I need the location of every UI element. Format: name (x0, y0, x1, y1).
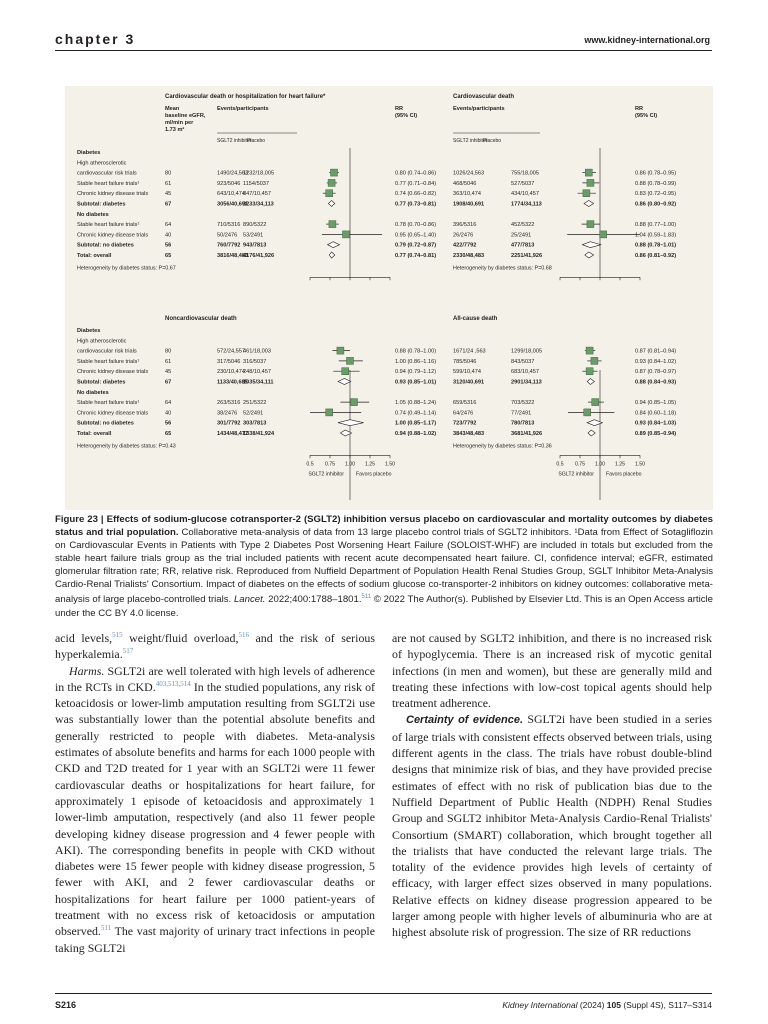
panel-title: All-cause death (453, 316, 498, 322)
rr-value: 0.88 (0.77–1.00) (635, 222, 677, 229)
x-tick-label: 1.25 (364, 461, 376, 468)
page-number: S216 (55, 1000, 77, 1010)
heterogeneity-text: Heterogeneity by diabetes status: P=0.43 (77, 443, 176, 450)
egfr-value: 45 (165, 369, 172, 376)
sglt2-events: 785/5046 (453, 358, 477, 365)
estimate-box (347, 357, 354, 364)
caption-ref[interactable]: 511 (361, 594, 372, 601)
x-label-left: SGLT2 inhibitor (558, 471, 594, 478)
egfr-value: 56 (165, 420, 172, 427)
egfr-value: 61 (165, 180, 172, 187)
col-header-rr: RR (395, 106, 404, 112)
rr-value: 0.93 (0.85–1.01) (395, 379, 437, 386)
row-label: Total: overall (77, 431, 112, 437)
placebo-events: 3233/34,113 (243, 201, 274, 208)
rr-value: 0.83 (0.72–0.95) (635, 191, 677, 198)
caption-title: Figure 23 | Effects of sodium-glucose cotransporter-2 (SGLT2) inhibition versus placebo on cardiovascular and mortality outcomes by diabetes status and trial population. (55, 514, 713, 538)
pooled-diamond (582, 242, 600, 248)
rr-value: 0.93 (0.84–1.02) (635, 358, 677, 365)
pooled-diamond (585, 252, 594, 258)
row-label: High atherosclerotic (77, 160, 127, 167)
placebo-events: 703/5322 (511, 400, 535, 407)
sglt2-events: 422/7792 (453, 242, 477, 249)
sglt2-events: 599/10,474 (453, 369, 481, 376)
sglt2-events: 50/2476 (217, 232, 238, 239)
chapter-heading: chapter 3 (55, 31, 136, 47)
estimate-box (351, 399, 358, 406)
sglt2-events: 317/5046 (217, 358, 241, 365)
rr-value: 0.84 (0.60–1.18) (635, 410, 677, 417)
placebo-events: 461/18,003 (243, 348, 271, 355)
sglt2-events: 643/10,474 (217, 191, 245, 198)
placebo-events: 251/5322 (243, 400, 267, 407)
col-header-rr: RR (635, 106, 644, 112)
col-header-rr-ci: (95% CI) (395, 113, 418, 119)
sglt2-events: 723/7792 (453, 420, 477, 427)
rr-value: 0.74 (0.66–0.82) (395, 191, 437, 198)
rr-value: 0.89 (0.85–0.94) (635, 431, 677, 437)
sglt2-events: 263/5316 (217, 400, 241, 407)
panel-title: Noncardiovascular death (165, 316, 237, 322)
col-header-sglt2: SGLT2 inhibitor (453, 138, 488, 144)
rr-value: 0.86 (0.78–0.95) (635, 170, 677, 177)
rr-value: 0.86 (0.80–0.92) (635, 201, 677, 208)
col-header-placebo: Placebo (483, 138, 502, 144)
placebo-events: 77/2491 (511, 410, 532, 417)
rr-value: 0.78 (0.70–0.86) (395, 222, 437, 229)
rr-value: 0.77 (0.74–0.81) (395, 253, 437, 259)
estimate-box (343, 231, 350, 238)
panel-title: Cardiovascular death or hospitalization for heart failure* (165, 94, 326, 100)
egfr-value: 45 (165, 191, 172, 198)
placebo-events: 477/7813 (511, 242, 535, 249)
egfr-value: 40 (165, 232, 172, 239)
placebo-events: 1035/34,111 (243, 379, 274, 386)
rr-value: 0.94 (0.88–1.02) (395, 431, 437, 437)
placebo-events: 53/2491 (243, 232, 264, 239)
estimate-box (591, 357, 598, 364)
placebo-events: 303/7813 (243, 420, 267, 427)
placebo-events: 4176/41,926 (243, 253, 275, 259)
rr-value: 0.88 (0.78–0.99) (635, 180, 677, 187)
ref-link[interactable]: 517 (122, 647, 134, 656)
row-label: Stable heart failure trials¹ (77, 358, 140, 365)
x-tick-label: 0.5 (556, 461, 564, 468)
sglt2-events: 3816/48,483 (217, 253, 249, 259)
sglt2-events: 3843/48,483 (453, 431, 485, 437)
sglt2-events: 1671/24 ,563 (453, 348, 486, 355)
heterogeneity-text: Heterogeneity by diabetes status: P=0.67 (77, 265, 176, 272)
placebo-events: 2901/34,113 (511, 379, 542, 386)
placebo-events: 890/5322 (243, 222, 267, 229)
pooled-diamond (588, 430, 595, 436)
sglt2-events: 2330/48,483 (453, 253, 485, 259)
journal-citation: Kidney International (2024) 105 (Suppl 4S), S117–S314 (502, 1000, 712, 1010)
placebo-events: 1154/5037 (243, 180, 270, 187)
rr-value: 1.00 (0.85–1.17) (395, 420, 437, 427)
sglt2-events: 396/5316 (453, 222, 477, 229)
estimate-box (326, 409, 333, 416)
placebo-events: 316/5037 (243, 358, 267, 365)
row-label: cardiovascular risk trials (77, 348, 137, 355)
row-label: Stable heart failure trials¹ (77, 180, 140, 187)
paragraph-harms: Harms. SGLT2i are well tolerated with high levels of adherence in the RCTs in CKD.$^{403,513,514}$ In the studied populations, any risk of ketoacidosis or lower-limb amputation resulting from SGLT2i use was substantially lower than the potential absolute benefits and generally restricted to people with diabetes. Meta-analysis estimates of absolute benefits and harms for each 1000 people with CKD and T2D treated for 1 year with an SGLT2i were 11 fewer cardiovascular deaths or hospitalizations for heart failure, for approximately 1 episode of ketoacidosis and approximately 1 lower-limb amputation, respectively (and also 11 fewer people developing kidney disease progression and 4 fewer people with AKI). The corresponding benefits in people with CKD without diabetes were 15 fewer people with kidney disease progression, 5 fewer with AKI, and 2 fewer cardiovascular deaths or hospitalizations for heart failure per 1000 patient-years of treatment with no excess risk of ketoacidosis or amputation observed.$^{511}$ The vast majority of urinary tract infections in people taking SGLT2i (55, 663, 375, 955)
sglt2-events: 230/10,474 (217, 369, 245, 376)
estimate-box (592, 399, 599, 406)
col-header-egfr: Mean (165, 106, 180, 112)
sglt2-events: 923/5046 (217, 180, 241, 187)
sglt2-events: 3056/40,691 (217, 201, 249, 208)
x-tick-label: 0.5 (306, 461, 314, 468)
rr-value: 0.88 (0.78–1.00) (395, 348, 437, 355)
placebo-events: 452/5322 (511, 222, 535, 229)
col-header-egfr: ml/min per (165, 120, 194, 126)
sglt2-events: 1026/24,563 (453, 170, 485, 177)
col-header-sglt2: SGLT2 inhibitor (217, 138, 252, 144)
body-column-right (392, 630, 712, 941)
egfr-value: 64 (165, 222, 172, 229)
pooled-diamond (587, 379, 594, 385)
estimate-box (587, 179, 594, 186)
row-label: Stable heart failure trials¹ (77, 400, 140, 407)
x-tick-label: 1.00 (594, 461, 606, 468)
sglt2-events: 659/5316 (453, 400, 477, 407)
paragraph: are not caused by SGLT2 inhibition, and there is no increased risk of hypoglycemia. There is an increased risk of mycotic genital infections (in men and women), but these are generally mild and treating these infections with low-cost topical agents should help treatment adherence. (392, 631, 712, 711)
rr-value: 0.86 (0.81–0.92) (635, 253, 677, 259)
panel-title: Cardiovascular death (453, 94, 515, 100)
row-label: Subtotal: no diabetes (77, 242, 134, 249)
rr-value: 0.80 (0.74–0.86) (395, 170, 437, 177)
rr-value: 0.94 (0.79–1.12) (395, 369, 437, 376)
row-label: Chronic kidney disease trials (77, 410, 149, 417)
pooled-diamond (328, 201, 334, 207)
estimate-box (329, 221, 336, 228)
x-tick-label: 1.50 (634, 461, 646, 468)
row-label: Subtotal: diabetes (77, 379, 126, 386)
sglt2-events: 1490/24,563 (217, 170, 249, 177)
sglt2-events: 760/7792 (217, 242, 241, 249)
placebo-events: 434/10,457 (511, 191, 539, 198)
rr-value: 0.95 (0.65–1.40) (395, 232, 437, 239)
heterogeneity-text: Heterogeneity by diabetes status: P=0.36 (453, 443, 552, 450)
section-label: Diabetes (77, 150, 101, 156)
x-tick-label: 0.75 (324, 461, 336, 468)
row-label: Total: overall (77, 253, 112, 259)
row-label: High atherosclerotic (77, 338, 127, 345)
col-header-events: Events/participants (453, 106, 505, 112)
placebo-events: 3681/41,926 (511, 431, 543, 437)
egfr-value: 80 (165, 170, 172, 177)
estimate-box (600, 231, 607, 238)
estimate-box (585, 169, 592, 176)
rr-value: 0.77 (0.73–0.81) (395, 201, 437, 208)
paragraph: acid levels,$^{515}$ weight/fluid overload,$^{516}$ and the risk of serious hyperkalemia.$^{517}$ (55, 631, 375, 662)
egfr-value: 80 (165, 348, 172, 355)
pooled-diamond (338, 420, 364, 426)
footer-rule (55, 993, 712, 994)
placebo-events: 1774/34,113 (511, 201, 542, 208)
sglt2-events: 38/2476 (217, 410, 238, 417)
ref-link[interactable]: 515 (112, 631, 123, 640)
sglt2-events: 3120/40,691 (453, 379, 485, 386)
col-header-rr-ci: (95% CI) (635, 113, 658, 119)
estimate-box (586, 347, 593, 354)
egfr-value: 56 (165, 242, 172, 249)
rr-value: 0.94 (0.85–1.05) (635, 400, 677, 407)
caption-text: Collaborative meta-analysis of data from 13 large placebo control trials of SGLT2 inhibitors. ¹Data from Effect of Sotagliflozin on Cardiovascular Events in Patients with Type 2 Diabetes Post Worsening Heart Failure (SOLOIST-WHF) are included in totals but excluded from the stable heart failure trials group as the trial included patients with recent acute decompensated heart failure. CI, confidence interval; eGFR, estimated glomerular filtration rate; RR, relative risk. Reproduced from Nuffield Department of Population Health Renal Studies Group, SGLT Inhibitor Meta-Analysis Cardio-Renal Trialists' Consortium. Impact of diabetes on the effects of sodium glucose co-transporter-2 inhibitors on kidney outcomes: collaborative meta-analysis of large placebo-controlled trials. (55, 526, 714, 606)
row-label: Chronic kidney disease trials (77, 369, 149, 376)
placebo-events: 755/18,005 (511, 170, 539, 177)
row-label: cardiovascular risk trials (77, 170, 137, 177)
placebo-events: 847/10,457 (243, 191, 271, 198)
caption-license: © 2022 The Author(s). Published by Elsevier Ltd. This is an Open Access article under the CC BY 4.0 license. (55, 594, 713, 619)
rr-value: 0.93 (0.84–1.03) (635, 420, 677, 427)
estimate-box (326, 190, 333, 197)
sglt2-events: 572/24,557 (217, 348, 245, 355)
pooled-diamond (329, 252, 335, 258)
rr-value: 1.00 (0.86–1.16) (395, 358, 437, 365)
rr-value: 0.79 (0.72–0.87) (395, 242, 437, 249)
placebo-events: 843/5037 (511, 358, 535, 365)
ref-link[interactable]: 511 (100, 924, 112, 933)
estimate-box (342, 368, 349, 375)
pooled-diamond (338, 379, 351, 385)
placebo-events: 2251/41,926 (511, 253, 543, 259)
row-label: Subtotal: no diabetes (77, 420, 134, 427)
harms-lead: Harms. (69, 663, 105, 678)
egfr-value: 67 (165, 379, 172, 386)
estimate-box (587, 221, 594, 228)
rr-value: 1.05 (0.88–1.24) (395, 400, 437, 407)
col-header-events: Events/participants (217, 106, 269, 112)
x-tick-label: 1.00 (344, 461, 356, 468)
placebo-events: 683/10,457 (511, 369, 539, 376)
col-header-placebo: Placebo (247, 138, 266, 144)
pooled-diamond (328, 242, 340, 248)
x-tick-label: 1.50 (384, 461, 396, 468)
rr-value: 0.74 (0.49–1.14) (395, 410, 437, 417)
sglt2-events: 1434/48,477 (217, 431, 249, 437)
section-label: No diabetes (77, 211, 109, 218)
placebo-events: 780/7813 (511, 420, 535, 427)
pooled-diamond (584, 201, 594, 207)
forest-plot-figure (65, 86, 713, 510)
x-label-right: Favors placebo (606, 471, 642, 478)
egfr-value: 61 (165, 358, 172, 365)
rr-value: 0.88 (0.78–1.01) (635, 242, 677, 249)
row-label: Chronic kidney disease trials (77, 232, 149, 239)
certainty-lead: Certainty of evidence. (406, 714, 524, 727)
placebo-events: 248/10,457 (243, 369, 271, 376)
body-column-left (55, 630, 375, 956)
rr-value: 1.04 (0.59–1.83) (635, 232, 677, 239)
row-label: Stable heart failure trials¹ (77, 222, 140, 229)
estimate-box (583, 190, 590, 197)
x-tick-label: 0.75 (574, 461, 586, 468)
x-label-left: SGLT2 inhibitor (308, 471, 344, 478)
caption-citation: 2022;400:1788–1801. (265, 594, 362, 606)
estimate-box (337, 347, 344, 354)
paragraph-certainty: Certainty of evidence. SGLT2i have been studied in a series of large trials with consistent effects observed between trials, using different agents in the class. The trials have robust double-blind designs that minimize risk of bias, and they have provided precise estimates of effect with no risk of publication bias due to the Nuffield Department of Public Health (NDPH) Renal Studies Group and SGLT2 inhibitor Meta-Analysis Cardio-Renal Trialists' Consortium (SMART) collaboration, which brought together all the trialists that have conducted the relevant large trials. The totality of the evidence provides high levels of certainty of efficacy, with larger effect sizes observed in many populations. Relative effects on kidney disease progression appeared to be larger among people with higher levels of albuminuria who are at highest absolute risk of progression. The size of RR reductions (392, 712, 712, 940)
estimate-box (331, 169, 338, 176)
sglt2-events: 26/2476 (453, 232, 474, 239)
sglt2-events: 1133/40,685 (217, 379, 248, 386)
egfr-value: 67 (165, 201, 172, 208)
caption-journal: Lancet. (233, 594, 266, 606)
ref-link[interactable]: 516 (238, 631, 249, 640)
estimate-box (328, 179, 335, 186)
sglt2-events: 363/10,474 (453, 191, 481, 198)
sglt2-events: 301/7792 (217, 420, 241, 427)
rr-value: 0.88 (0.84–0.93) (635, 379, 677, 386)
col-header-egfr: 1.73 m² (165, 127, 185, 133)
rr-value: 0.87 (0.81–0.94) (635, 348, 677, 355)
placebo-events: 943/7813 (243, 242, 267, 249)
egfr-value: 64 (165, 400, 172, 407)
placebo-events: 25/2491 (511, 232, 532, 239)
egfr-value: 40 (165, 410, 172, 417)
section-label: No diabetes (77, 389, 109, 396)
placebo-events: 1299/18,005 (511, 348, 543, 355)
heterogeneity-text: Heterogeneity by diabetes status: P=0.68 (453, 265, 552, 272)
site-url[interactable]: www.kidney-international.org (584, 35, 710, 45)
placebo-events: 1232/18,005 (243, 170, 275, 177)
ref-link[interactable]: 403,513,514 (155, 679, 191, 688)
row-label: Chronic kidney disease trials (77, 191, 149, 198)
rr-value: 0.77 (0.71–0.84) (395, 180, 437, 187)
row-label: Subtotal: diabetes (77, 201, 126, 208)
forest-plot-svg (65, 86, 713, 510)
sglt2-events: 468/5046 (453, 180, 477, 187)
figure-caption (55, 514, 713, 620)
placebo-events: 527/5037 (511, 180, 535, 187)
estimate-box (584, 409, 591, 416)
header-rule (55, 50, 712, 51)
sglt2-events: 64/2476 (453, 410, 474, 417)
estimate-box (586, 368, 593, 375)
x-label-right: Favors placebo (356, 471, 392, 478)
placebo-events: 52/2491 (243, 410, 264, 417)
sglt2-events: 710/5316 (217, 222, 241, 229)
sglt2-events: 1908/40,691 (453, 201, 485, 208)
col-header-egfr: baseline eGFR, (165, 113, 206, 119)
section-label: Diabetes (77, 328, 101, 334)
egfr-value: 65 (165, 253, 172, 259)
x-tick-label: 1.25 (614, 461, 626, 468)
placebo-events: 1338/41,924 (243, 431, 275, 437)
egfr-value: 65 (165, 431, 172, 437)
rr-value: 0.87 (0.78–0.97) (635, 369, 677, 376)
